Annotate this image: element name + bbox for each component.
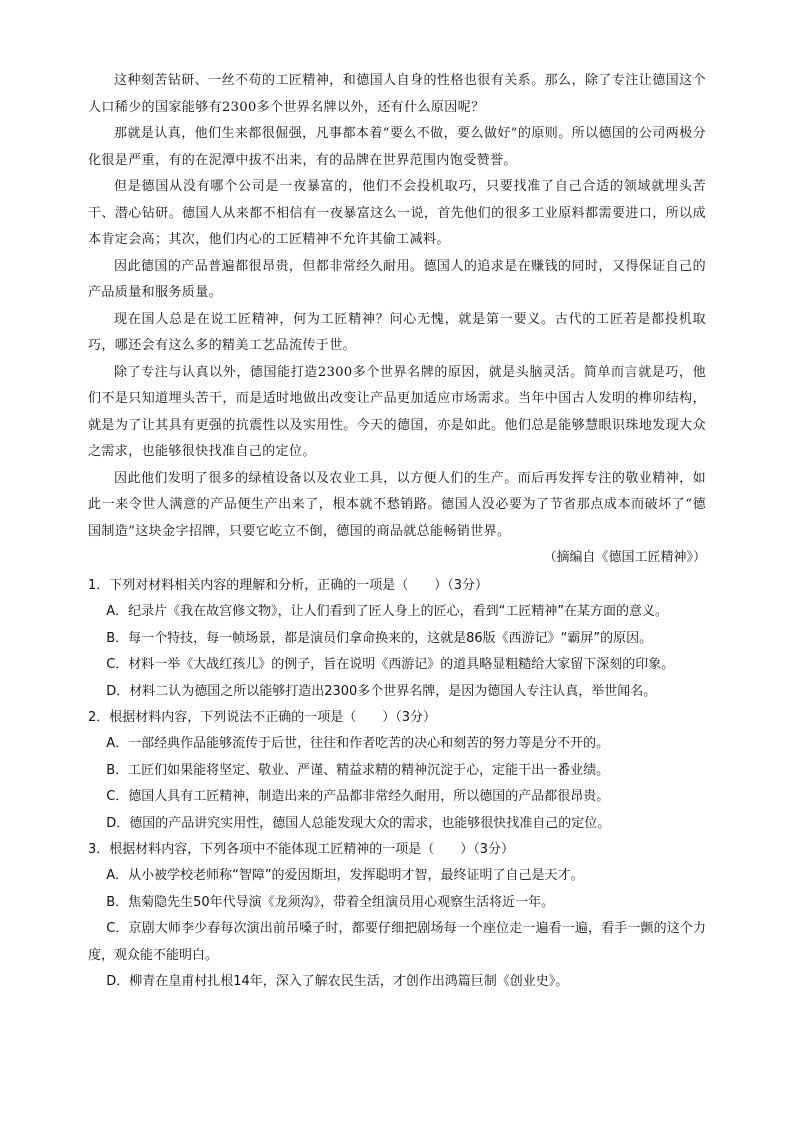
question-3	[88, 837, 706, 996]
option-b: B．工匠们如果能将坚定、敬业、严谨、精益求精的精神沉淀于心，定能干出一番业绩。	[106, 762, 610, 778]
option-d: D．材料二认为德国之所以能够打造出2300多个世界名牌，是因为德国人专注认真，举世闻名。	[106, 683, 657, 699]
passage-paragraph: 那就是认真，他们生来都很倔强，凡事都本着“要么不做，要么做好”的原则。所以德国的公司两极分化很是严重，有的在泥潭中拔不出来，有的品牌在世界范围内饱受赞誉。	[88, 126, 706, 168]
option-d: D．柳青在皇甫村扎根14年，深入了解农民生活，才创作出鸿篇巨制《创业史》。	[106, 974, 569, 989]
option-c: C．京剧大师李少春每次演出前吊嗓子时，都要仔细把剧场每一个座位走一遍看一遍，看手一颤的这个力度，观众能不能明白。	[88, 921, 706, 963]
question-1	[88, 573, 706, 705]
option-b: B．每一个特技，每一帧场景，都是演员们拿命换来的，这就是86版《西游记》“霸屏”的原因。	[106, 630, 653, 646]
question-stem: 3．根据材料内容，下列各项中不能体现工匠精神的一项是（ ）（3分）	[88, 842, 515, 857]
question-stem: 1．下列对材料相关内容的理解和分析，正确的一项是（ ）（3分）	[88, 578, 489, 593]
option-a: A．纪录片《我在故宫修文物》，让人们看到了匠人身上的匠心，看到“工匠精神”在某方面的意义。	[106, 604, 669, 619]
option-b: B．焦菊隐先生50年代导演《龙须沟》，带着全组演员用心观察生活将近一年。	[106, 894, 555, 910]
option-d: D．德国的产品讲究实用性，德国人总能发现大众的需求，也能够很快找准自己的定位。	[106, 815, 611, 831]
document-page	[88, 68, 706, 996]
option-a: A．从小被学校老师称“智障”的爱因斯坦，发挥聪明才智，最终证明了自己是天才。	[106, 868, 584, 883]
passage-paragraph: 因此他们发明了很多的绿植设备以及农业工具，以方便人们的生产。而后再发挥专注的敬业精神，如此一来令世人满意的产品便生产出来了，根本就不愁销路。德国人没必要为了节省那点成本而破坏了“德国制造”这块金字招牌，只要它屹立不倒，德国的商品就总能畅销世界。	[88, 470, 706, 539]
passage-paragraph: 现在国人总是在说工匠精神，何为工匠精神？问心无愧，就是第一要义。古代的工匠若是都投机取巧，哪还会有这么多的精美工艺品流传于世。	[88, 311, 706, 353]
source-citation: （摘编自《德国工匠精神》）	[543, 550, 706, 565]
option-c: C．材料一举《大战红孩儿》的例子，旨在说明《西游记》的道具略显粗糙给大家留下深刻的印象。	[106, 657, 675, 672]
question-stem: 2．根据材料内容，下列说法不正确的一项是（ ）（3分）	[88, 710, 437, 725]
passage-paragraph: 但是德国从没有哪个公司是一夜暴富的，他们不会投机取巧，只要找准了自己合适的领域就埋头苦干、潜心钻研。德国人从来都不相信有一夜暴富这么一说，首先他们的很多工业原料都需要进口，所以成本肯定会高；其次，他们内心的工匠精神不允许其偷工减料。	[88, 179, 706, 247]
passage	[88, 68, 706, 545]
option-c: C．德国人具有工匠精神，制造出来的产品都非常经久耐用，所以德国的产品都很昂贵。	[106, 789, 610, 804]
passage-paragraph: 因此德国的产品普遍都很昂贵，但都非常经久耐用。德国人的追求是在赚钱的同时，又得保证自己的产品质量和服务质量。	[88, 258, 706, 300]
passage-paragraph: 除了专注与认真以外，德国能打造2300多个世界名牌的原因，就是头脑灵活。简单而言就是巧，他们不是只知道埋头苦干，而是适时地做出改变让产品更加适应市场需求。当年中国古人发明的榫卯结构，就是为了让其具有更强的抗震性以及实用性。今天的德国，亦是如此。他们总是能够慧眼识珠地发现大众之需求，也能够很快找准自己的定位。	[88, 364, 706, 459]
question-2	[88, 705, 706, 837]
option-a: A．一部经典作品能够流传于后世，往往和作者吃苦的决心和刻苦的努力等是分不开的。	[106, 736, 610, 751]
passage-paragraph: 这种刻苦钻研、一丝不苟的工匠精神，和德国人自身的性格也很有关系。那么，除了专注让德国这个人口稀少的国家能够有2300多个世界名牌以外，还有什么原因呢？	[88, 73, 706, 115]
